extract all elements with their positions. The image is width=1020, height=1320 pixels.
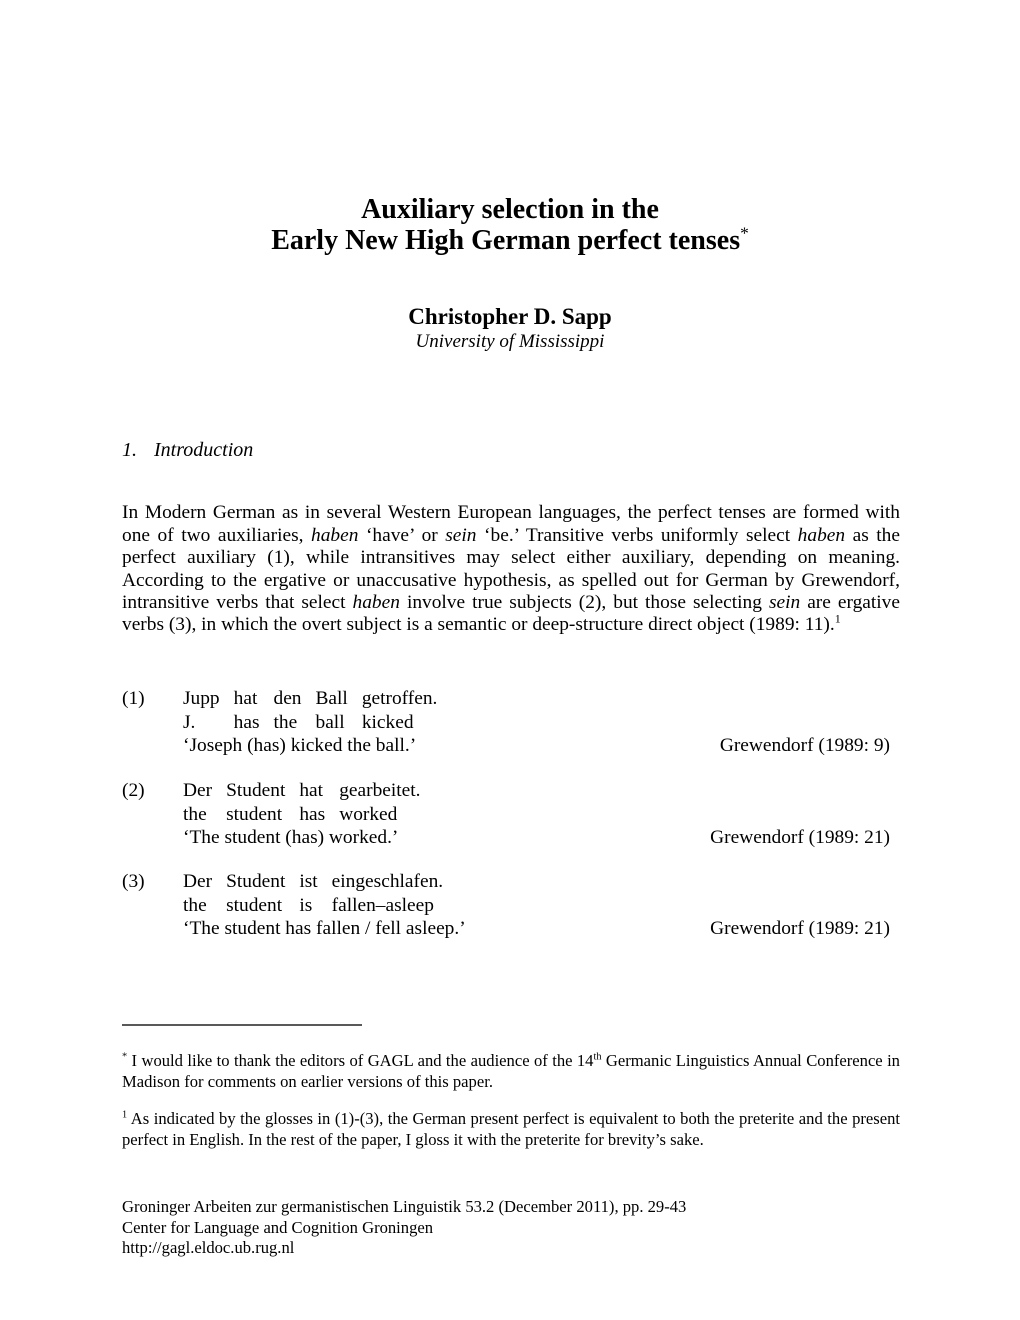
example-number: (3) [122,871,145,892]
gloss-column [226,779,285,826]
gloss-column [332,870,443,917]
example-citation: Grewendorf (1989: 21) [710,918,890,939]
gloss-word: student [226,894,283,916]
gloss-column [226,870,285,917]
gloss-row [183,779,900,826]
german-word: Student [226,871,286,892]
journal-footer [122,1197,900,1259]
gloss-column [299,870,317,917]
german-word: Jupp [183,688,220,709]
gloss-column [316,687,348,734]
italic-term: haben [352,592,400,614]
gloss-row [183,870,900,917]
journal-citation: Groninger Arbeiten zur germanistischen Linguistik 53.2 (December 2011), pp. 29-43 [122,1197,687,1216]
gloss-word: worked [339,803,398,825]
gloss-column [362,687,438,734]
gloss-word: is [299,894,313,916]
gloss-word: student [226,803,283,825]
author-block [0,304,1020,353]
paragraph-text: as the perfect auxiliary (1), while intransitives may select either auxiliary, depending on meaning. According to the ergative or unaccusative hypothesis, as spelled out for German by Grewendorf, intransitive verbs that select [122,524,900,614]
example-3 [122,870,900,941]
german-word: Student [226,780,286,801]
gloss-column [183,687,220,734]
gloss-word: has [299,803,326,825]
title-block [0,194,1020,256]
translation-row [183,826,900,850]
german-word: getroffen. [361,688,438,709]
german-word: Der [183,780,213,801]
example-body [183,779,900,850]
gloss-word: the [183,803,207,825]
example-citation: Grewendorf (1989: 21) [710,827,890,848]
italic-term: haben [311,524,359,546]
example-1 [122,687,900,758]
gloss-column [299,779,325,826]
paragraph-text: are ergative verbs (3), in which the overt subject is a semantic or deep-structure direct object (1989: 11). [122,592,900,636]
example-translation: ‘The student (has) worked.’ [183,827,399,848]
author-name: Christopher D. Sapp [408,304,612,329]
paragraph-text: In Modern German as in several Western European languages, the perfect tenses are formed with one of two auxiliaries, [122,502,900,546]
footnote-star [122,1050,900,1092]
footnote-rule [122,1024,362,1026]
footnote-marker: 1 [122,1109,128,1121]
gloss-word: the [273,711,298,733]
journal-publisher: Center for Language and Cognition Groningen [122,1217,434,1237]
gloss-word: fallen–asleep [331,894,434,916]
german-word: Ball [315,688,348,709]
intro-paragraph [122,502,900,636]
german-word: eingeschlafen. [331,871,444,892]
italic-term: sein [445,524,477,546]
gloss-column [234,687,260,734]
footnote-text: As indicated by the glosses in (1)-(3), the German present perfect is equivalent to both the preterite and the present perfect in English. In the rest of the paper, I gloss it with the preterite for brevity’s sake. [122,1108,900,1149]
translation-row [183,917,900,941]
paragraph-text: ‘have’ or [358,524,446,546]
footnote-reference: 1 [834,611,841,626]
gloss-column [274,687,302,734]
example-translation: ‘The student has fallen / fell asleep.’ [183,918,466,939]
paper-title [0,194,1020,256]
example-number: (1) [122,688,145,709]
german-word: den [273,688,302,709]
footnote-one [122,1108,900,1150]
german-word: hat [299,780,324,801]
gloss-column [183,779,212,826]
paragraph-text: involve true subjects (2), but those selecting [399,592,769,614]
german-word: ist [299,871,318,892]
german-word: gearbeitet. [339,780,421,801]
italic-term: haben [797,524,846,546]
example-number: (2) [122,780,145,801]
example-translation: ‘Joseph (has) kicked the ball.’ [183,735,417,756]
gloss-column [339,779,420,826]
paragraph-text: ‘be.’ Transitive verbs uniformly select [476,524,798,546]
footnote-text: I would like to thank the editors of GAGL and the audience of the 14 [127,1050,594,1070]
translation-row [183,734,900,758]
german-word: hat [233,688,258,709]
footnote-marker: * [122,1051,128,1063]
gloss-word: kicked [361,711,414,733]
gloss-word: has [233,711,260,733]
gloss-word: J. [183,711,196,733]
title-line-2: Early New High German perfect tenses [271,225,741,256]
gloss-row [183,687,900,734]
title-footnote-marker: * [740,223,749,243]
example-citation: Grewendorf (1989: 9) [719,735,890,756]
gloss-column [183,870,212,917]
gloss-word: the [183,894,207,916]
german-word: Der [183,871,213,892]
section-number: 1. [122,439,137,461]
section-title: Introduction [154,439,254,461]
gloss-word: ball [315,711,345,733]
example-2 [122,779,900,850]
example-body [183,687,900,758]
author-affiliation: University of Mississippi [415,331,605,352]
journal-url: http://gagl.eldoc.ub.rug.nl [122,1238,295,1257]
title-line-1: Auxiliary selection in the [361,194,659,225]
footnote-text: Germanic Linguistics Annual Conference in Madison for comments on earlier versions of this paper. [122,1050,900,1091]
ordinal-suffix: th [593,1051,602,1063]
section-heading [122,438,253,462]
example-body [183,870,900,941]
italic-term: sein [768,592,801,614]
